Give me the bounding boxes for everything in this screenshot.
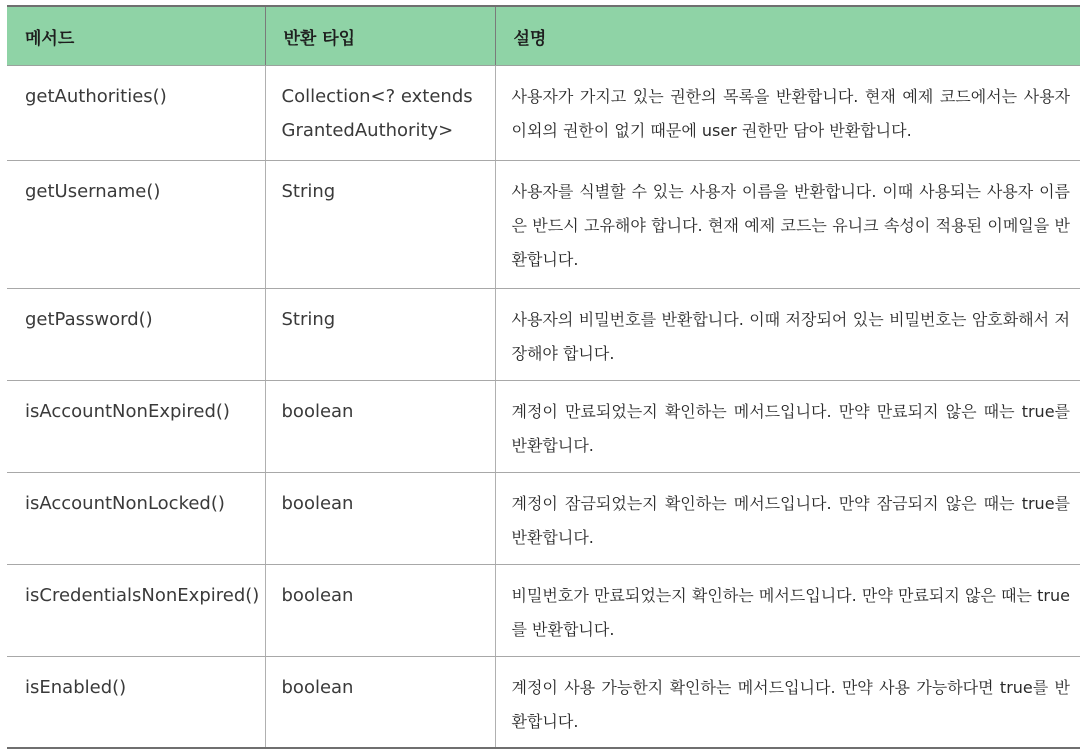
header-return-type: 반환 타입 — [265, 6, 495, 66]
description-cell: 사용자가 가지고 있는 권한의 목록을 반환합니다. 현재 예제 코드에서는 사용자 이외의 권한이 없기 때문에 user 권한만 담아 반환합니다. — [495, 66, 1080, 161]
description-cell: 계정이 사용 가능한지 확인하는 메서드입니다. 만약 사용 가능하다면 true를 반환합니다. — [495, 657, 1080, 749]
method-cell: isCredentialsNonExpired() — [7, 565, 265, 657]
return-type-cell: boolean — [265, 565, 495, 657]
method-cell: isAccountNonExpired() — [7, 381, 265, 473]
method-table — [7, 5, 1080, 749]
description-cell: 사용자를 식별할 수 있는 사용자 이름을 반환합니다. 이때 사용되는 사용자 이름은 반드시 고유해야 합니다. 현재 예제 코드는 유니크 속성이 적용된 이메일을 반환합니다. — [495, 161, 1080, 289]
method-cell: getPassword() — [7, 289, 265, 381]
return-type-cell: boolean — [265, 473, 495, 565]
header-row — [7, 6, 1080, 66]
description-cell: 계정이 잠금되었는지 확인하는 메서드입니다. 만약 잠금되지 않은 때는 true를 반환합니다. — [495, 473, 1080, 565]
method-cell: isAccountNonLocked() — [7, 473, 265, 565]
table-row — [7, 565, 1080, 657]
description-cell: 사용자의 비밀번호를 반환합니다. 이때 저장되어 있는 비밀번호는 암호화해서 저장해야 합니다. — [495, 289, 1080, 381]
header-description: 설명 — [495, 6, 1080, 66]
description-cell: 비밀번호가 만료되었는지 확인하는 메서드입니다. 만약 만료되지 않은 때는 true를 반환합니다. — [495, 565, 1080, 657]
table-row — [7, 66, 1080, 161]
return-type-cell: boolean — [265, 657, 495, 749]
table-body — [7, 66, 1080, 749]
return-type-cell: String — [265, 161, 495, 289]
table-row — [7, 657, 1080, 749]
table-row — [7, 381, 1080, 473]
method-cell: isEnabled() — [7, 657, 265, 749]
description-cell: 계정이 만료되었는지 확인하는 메서드입니다. 만약 만료되지 않은 때는 true를 반환합니다. — [495, 381, 1080, 473]
method-cell: getUsername() — [7, 161, 265, 289]
table-row — [7, 473, 1080, 565]
return-type-cell: String — [265, 289, 495, 381]
table-header — [7, 6, 1080, 66]
return-type-cell: Collection<? extends GrantedAuthority> — [265, 66, 495, 161]
table-row — [7, 289, 1080, 381]
table-row — [7, 161, 1080, 289]
method-cell: getAuthorities() — [7, 66, 265, 161]
header-method: 메서드 — [7, 6, 265, 66]
return-type-cell: boolean — [265, 381, 495, 473]
